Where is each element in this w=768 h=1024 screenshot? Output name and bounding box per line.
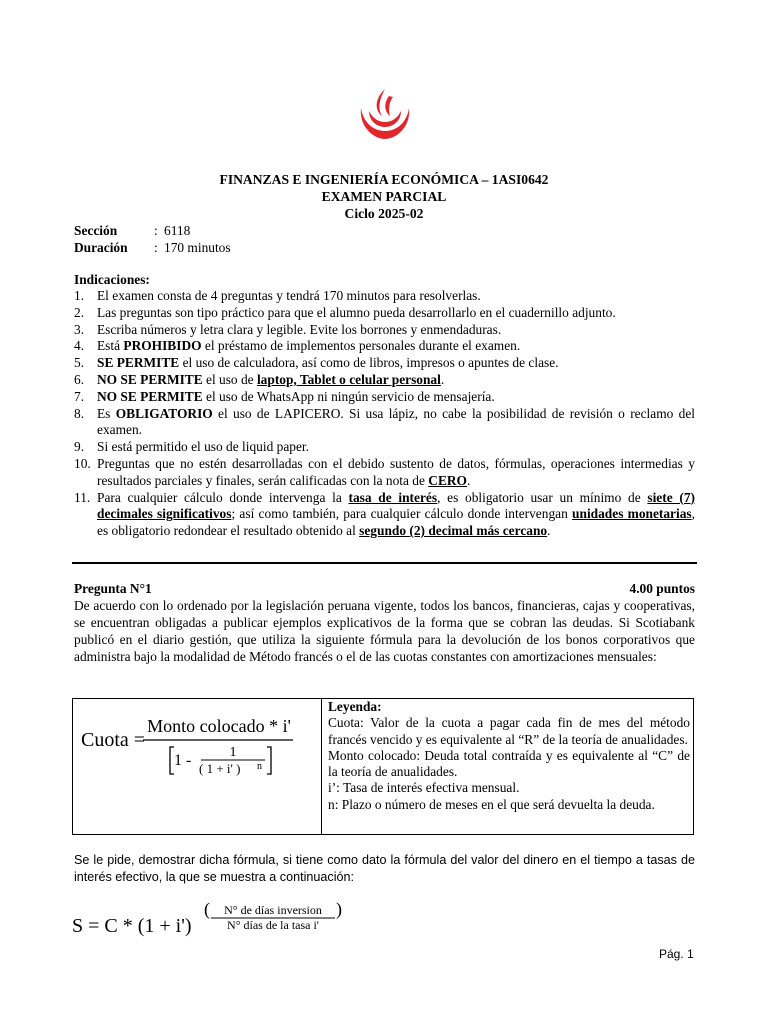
list-item: 11. Para cualquier cálculo donde intervenga la tasa de interés, es obligatorio usar un mínimo de siete (7) decimales significativos; así como también, para cualquier cálculo donde intervengan unidades monetarias, es obligatorio redondear el resultado obtenido al segundo (2) decimal más cercano. <box>74 489 695 539</box>
legend-line: Cuota: Valor de la cuota a pagar cada fin de mes del método francés vencido y es equivalente al “R” de la teoría de anualidades. <box>328 715 690 747</box>
cuota-formula <box>73 699 321 834</box>
formula-inner-denominator: ( 1 + i' ) <box>199 761 241 776</box>
section-divider <box>72 562 697 564</box>
duration-row <box>74 239 231 256</box>
formula2-exp-denominator: N° días de la tasa i' <box>227 918 319 932</box>
legend-title: Leyenda: <box>328 699 382 714</box>
formula2-lhs: S = C * (1 + i') <box>72 915 192 937</box>
formula-exponent: n <box>257 761 262 772</box>
list-item: 9. Si está permitido el uso de liquid paper. <box>74 439 309 455</box>
duration-value: 170 minutos <box>164 240 231 255</box>
close-paren: ) <box>336 899 342 919</box>
indications-title: Indicaciones: <box>74 272 150 287</box>
list-item: 5. SE PERMITE el uso de calculadora, así como de libros, impresos o apuntes de clase. <box>74 355 559 371</box>
open-paren: ( <box>204 899 210 919</box>
legend-line: i’: Tasa de interés efectiva mensual. <box>328 780 520 796</box>
duration-label: Duración <box>74 240 128 255</box>
formula-inner-numerator: 1 <box>229 745 237 760</box>
list-item: 8. Es OBLIGATORIO el uso de LAPICERO. Si usa lápiz, no cabe la posibilidad de revisión o reclamo del examen. <box>74 405 695 438</box>
indications-list <box>74 288 695 540</box>
page-number: Pág. 1 <box>659 947 694 961</box>
list-item: 1. El examen consta de 4 preguntas y tendrá 170 minutos para resolverlas. <box>74 288 481 303</box>
list-item: 3. Escriba números y letra clara y legible. Evite los borrones y enmendaduras. <box>74 321 502 337</box>
course-title: FINANZAS E INGENIERÍA ECONÓMICA – 1ASI0642 <box>219 172 549 187</box>
cuota-formula-cell <box>73 699 322 834</box>
university-logo-icon <box>355 86 415 142</box>
question-instruction: Se le pide, demostrar dicha fórmula, si tiene como dato la fórmula del valor del dinero en el tiempo a tasas de interés efectivo, la que se muestra a continuación: <box>74 853 695 884</box>
list-item: 2. Las preguntas son tipo práctico para que el alumno pueda desarrollarlo en el cuadernillo adjunto. <box>74 304 616 320</box>
duration-separator: : <box>154 240 158 255</box>
section-label: Sección <box>74 223 118 238</box>
section-value: 6118 <box>164 223 191 238</box>
list-item: 7. NO SE PERMITE el uso de WhatsApp ni ningún servicio de mensajería. <box>74 388 495 404</box>
formula-den-prefix: 1 - <box>174 752 192 769</box>
exam-title: EXAMEN PARCIAL <box>321 189 447 204</box>
list-item: 10. Preguntas que no estén desarrolladas con el debido sustento de datos, fórmulas, operaciones intermedias y resultados parciales y finales, serán calificadas con la nota de CERO. <box>74 455 695 488</box>
future-value-formula <box>70 898 370 944</box>
question-text: De acuerdo con lo ordenado por la legislación peruana vigente, todos los bancos, financieras, cajas y cooperativas, se encuentran obligadas a publicar ejemplos explicativos de la forma que se cobran las deudas. Si Scotiabank publicó en el diario gestión, que utiliza la siguiente fórmula para la devolución de los bonos corporativos que administra bajo la modalidad de Método francés o el de las cuotas constantes con amortizaciones mensuales: <box>74 598 695 664</box>
cycle-title: Ciclo 2025-02 <box>344 206 424 221</box>
legend-line: Monto colocado: Deuda total contraída y es equivalente al “C” de la teoría de anualidades. <box>328 747 690 780</box>
legend-line: n: Plazo o número de meses en el que será devuelta la deuda. <box>328 796 655 812</box>
question-points: 4.00 puntos <box>629 581 695 596</box>
question-header <box>74 580 695 597</box>
formula-lhs: Cuota = <box>81 729 146 751</box>
right-bracket <box>267 747 271 774</box>
question-title: Pregunta N°1 <box>74 581 152 596</box>
formula-table <box>72 698 694 835</box>
formula2-exp-numerator: N° de días inversion <box>224 903 322 917</box>
section-separator: : <box>154 223 158 238</box>
section-row <box>74 222 190 239</box>
list-item: 6. NO SE PERMITE el uso de laptop, Tablet o celular personal. <box>74 371 445 387</box>
legend-cell <box>328 699 690 813</box>
list-item: 4. Está PROHIBIDO el préstamo de implementos personales durante el examen. <box>74 338 521 354</box>
formula-numerator: Monto colocado * i' <box>147 716 291 736</box>
